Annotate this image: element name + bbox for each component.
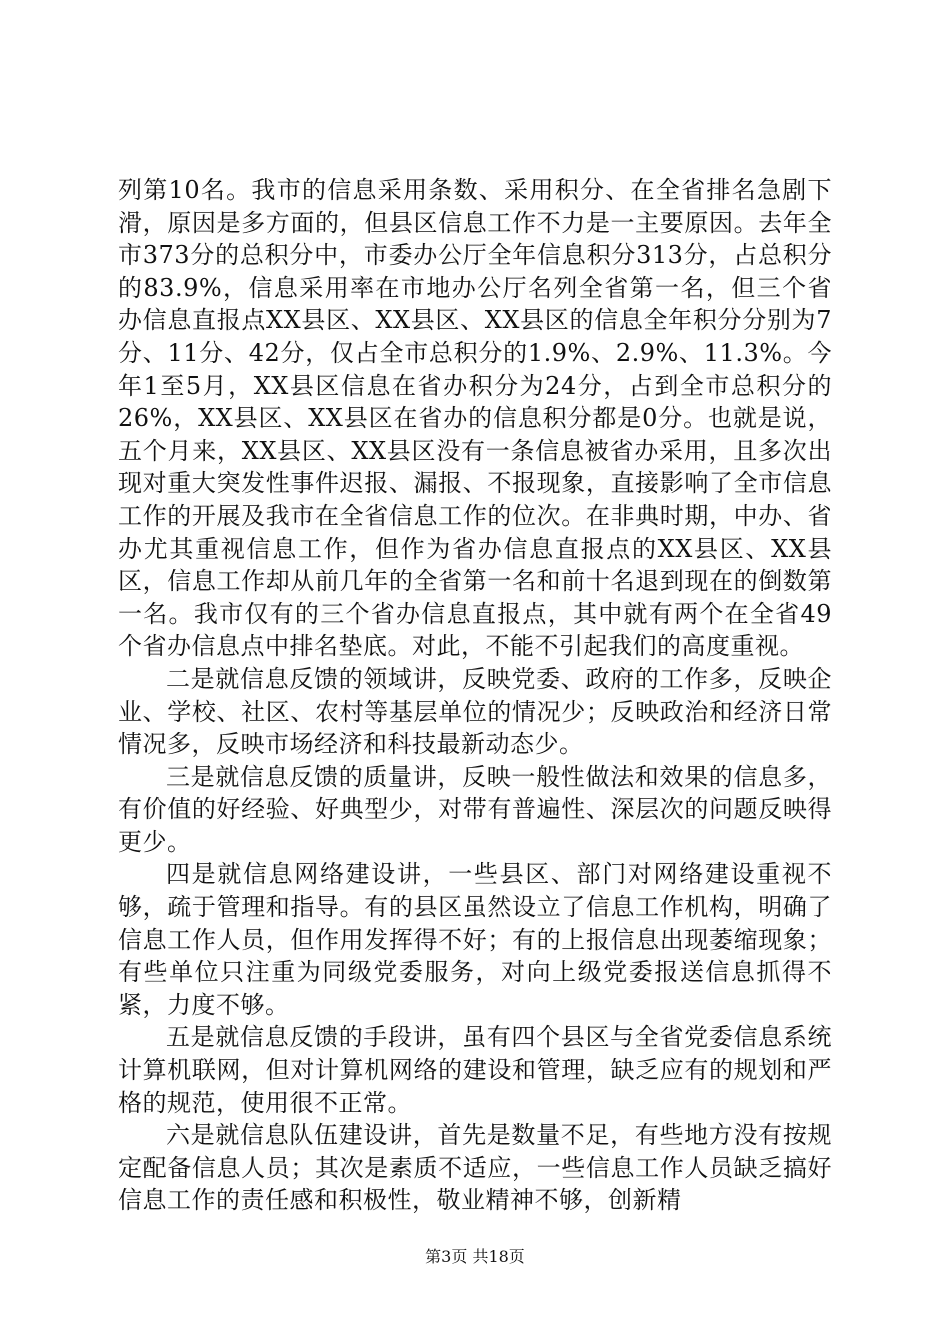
paragraph-1: 列第10名。我市的信息采用条数、采用积分、在全省排名急剧下滑，原因是多方面的，但县区信息工作不力是一主要原因。去年全市373分的总积分中，市委办公厅全年信息积分313分，占总积分的83.9%，信息采用率在市地办公厅名列全省第一名，但三个省办信息直报点XX县区、XX县区、XX县区的信息全年积分分别为7分、11分、42分，仅占全市总积分的1.9%、2.9%、11.3%。今年1至5月，XX县区信息在省办积分为24分，占到全市总积分的26%，XX县区、XX县区在省办的信息积分都是0分。也就是说，五个月来，XX县区、XX县区没有一条信息被省办采用，且多次出现对重大突发性事件迟报、漏报、不报现象，直接影响了全市信息工作的开展及我市在全省信息工作的位次。在非典时期，中办、省办尤其重视信息工作，但作为省办信息直报点的XX县区、XX县区，信息工作却从前几年的全省第一名和前十名退到现在的倒数第一名。我市仅有的三个省办信息直报点，其中就有两个在全省49个省办信息点中排名垫底。对此，不能不引起我们的高度重视。 — [118, 176, 832, 661]
paragraph-6: 六是就信息队伍建设讲，首先是数量不足，有些地方没有按规定配备信息人员；其次是素质不适应，一些信息工作人员缺乏搞好信息工作的责任感和积极性，敬业精神不够，创新精 — [118, 1121, 832, 1215]
document-body — [118, 174, 832, 1217]
paragraph-3: 三是就信息反馈的质量讲，反映一般性做法和效果的信息多，有价值的好经验、好典型少，对带有普遍性、深层次的问题反映得更少。 — [118, 762, 832, 856]
paragraph-5: 五是就信息反馈的手段讲，虽有四个县区与全省党委信息系统计算机联网，但对计算机网络的建设和管理，缺乏应有的规划和严格的规范，使用很不正常。 — [118, 1023, 832, 1117]
paragraph-4: 四是就信息网络建设讲，一些县区、部门对网络建设重视不够，疏于管理和指导。有的县区虽然设立了信息工作机构，明确了信息工作人员，但作用发挥得不好；有的上报信息出现萎缩现象；有些单位只注重为同级党委服务，对向上级党委报送信息抓得不紧，力度不够。 — [118, 860, 832, 1019]
page-number-footer: 第3页 共18页 — [425, 1247, 525, 1266]
paragraph-2: 二是就信息反馈的领域讲，反映党委、政府的工作多，反映企业、学校、社区、农村等基层单位的情况少；反映政治和经济日常情况多，反映市场经济和科技最新动态少。 — [118, 664, 832, 759]
